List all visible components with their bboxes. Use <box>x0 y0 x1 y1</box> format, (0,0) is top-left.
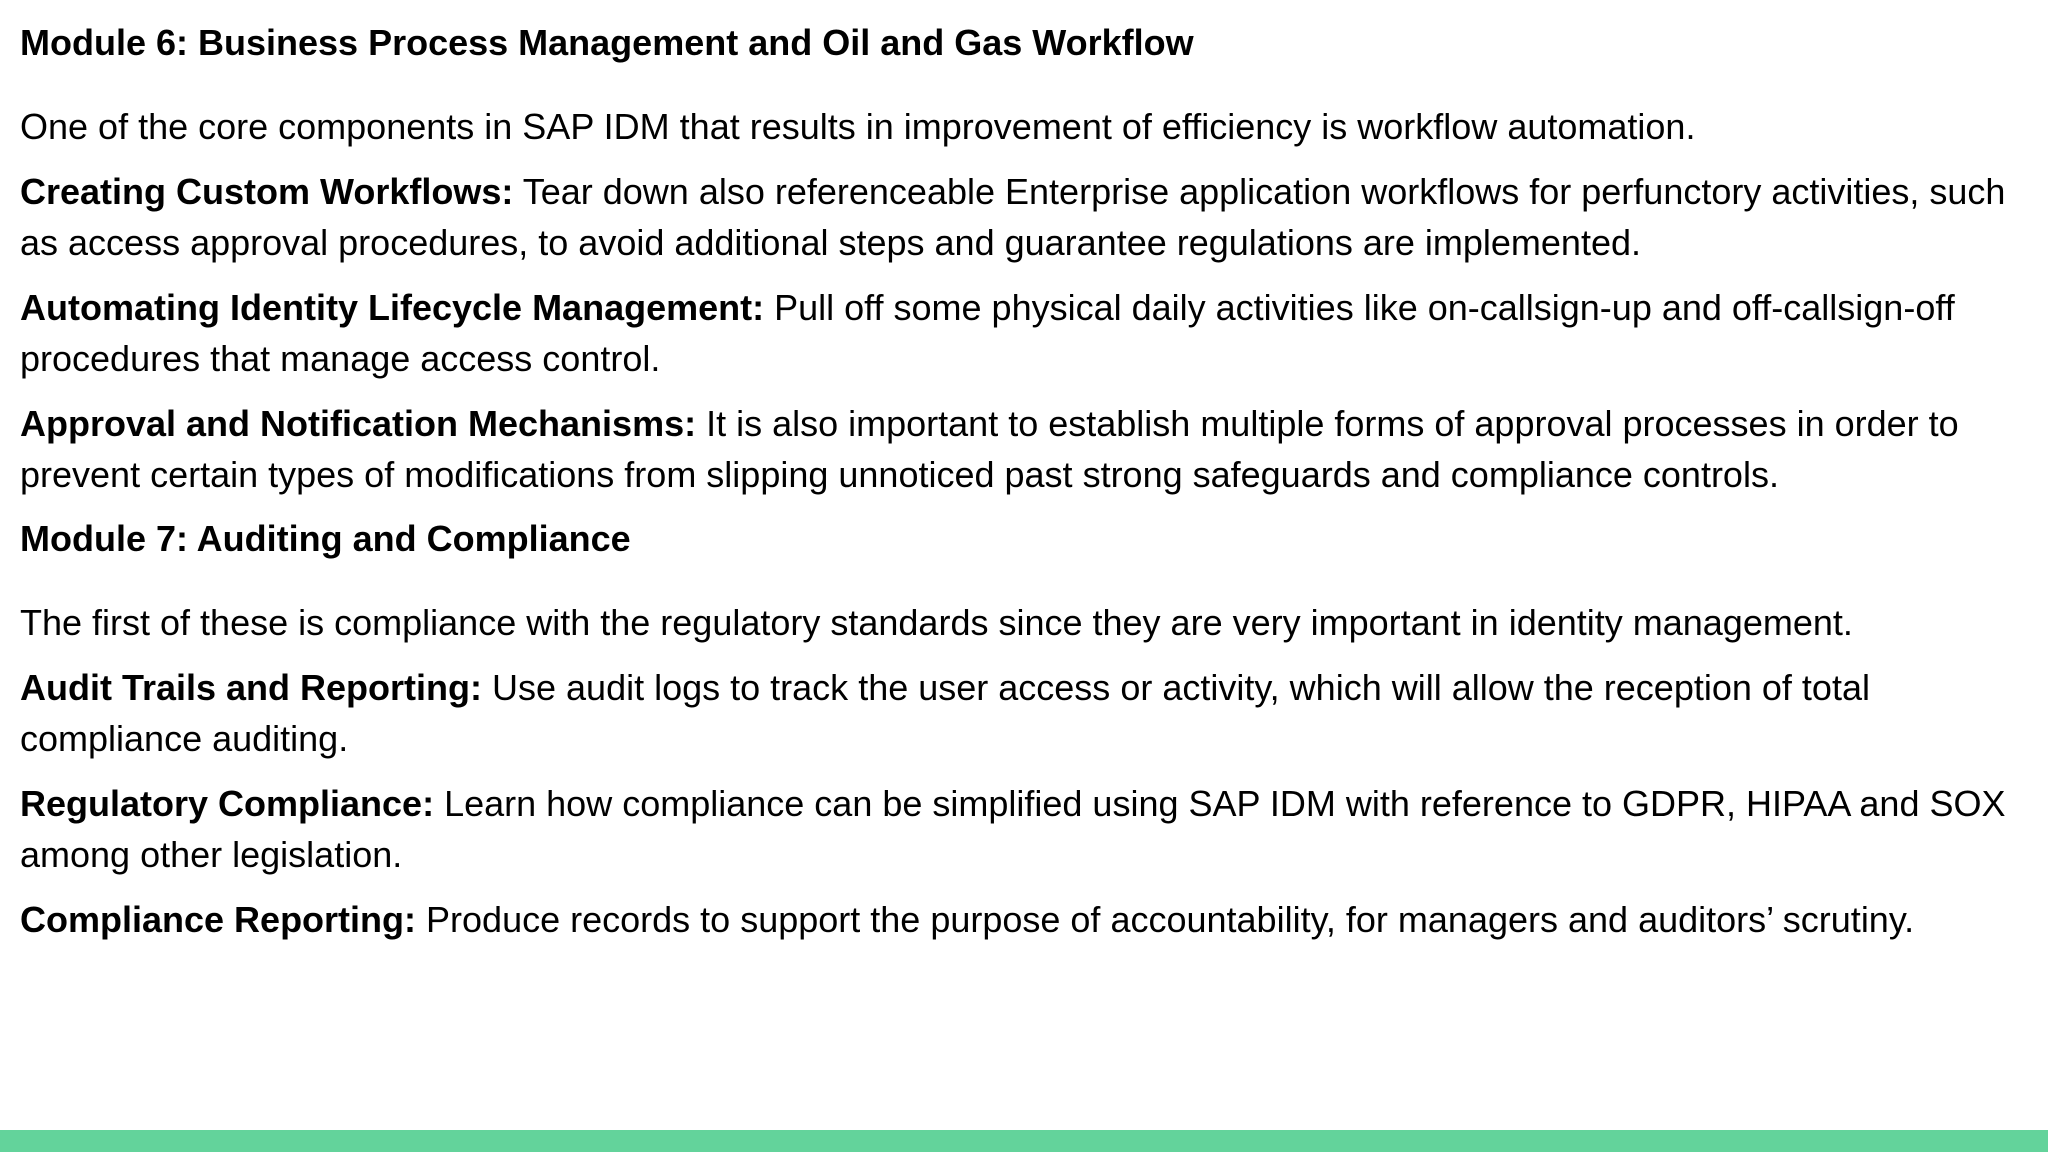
item-text: It is also important to establish multiple forms of approval processes in order to prevent certain types of modifications from slipping unnoticed past strong safeguards and compliance controls. <box>20 403 1959 495</box>
item-text: Produce records to support the purpose of accountability, for managers and auditors’ scrutiny. <box>416 899 1915 940</box>
item-text: Use audit logs to track the user access or activity, which will allow the reception of total compliance auditing. <box>20 667 1870 759</box>
item-label: Creating Custom Workflows: <box>20 171 514 212</box>
item-label: Audit Trails and Reporting: <box>20 667 483 708</box>
item-text: Tear down also referenceable Enterprise application workflows for perfunctory activities, such as access approval procedures, to avoid additional steps and guarantee regulations are implemented. <box>20 171 2006 263</box>
item-label: Approval and Notification Mechanisms: <box>20 403 697 444</box>
item-label: Compliance Reporting: <box>20 899 417 940</box>
document-body <box>20 20 2030 945</box>
item-text: Learn how compliance can be simplified using SAP IDM with reference to GDPR, HIPAA and SOX among other legislation. <box>20 783 2006 875</box>
module-7-item-compliance-reporting <box>20 894 2030 945</box>
module-6-intro: One of the core components in SAP IDM that results in improvement of efficiency is workflow automation. <box>20 106 1696 147</box>
module-7-heading: Module 7: Auditing and Compliance <box>20 518 631 559</box>
module-7-item-regulatory-compliance <box>20 778 2030 880</box>
module-7-intro: The first of these is compliance with the regulatory standards since they are very important in identity management. <box>20 602 1853 643</box>
item-text: Pull off some physical daily activities like on-callsign-up and off-callsign-off procedures that manage access control. <box>20 287 1955 379</box>
module-6-item-approval-notification <box>20 398 2030 500</box>
module-6-heading: Module 6: Business Process Management and Oil and Gas Workflow <box>20 22 1194 63</box>
bottom-accent-bar <box>0 1130 2048 1152</box>
module-6-item-identity-lifecycle <box>20 282 2030 384</box>
module-7-item-audit-trails <box>20 662 2030 764</box>
item-label: Regulatory Compliance: <box>20 783 435 824</box>
module-6-item-custom-workflows <box>20 166 2030 268</box>
item-label: Automating Identity Lifecycle Management: <box>20 287 765 328</box>
